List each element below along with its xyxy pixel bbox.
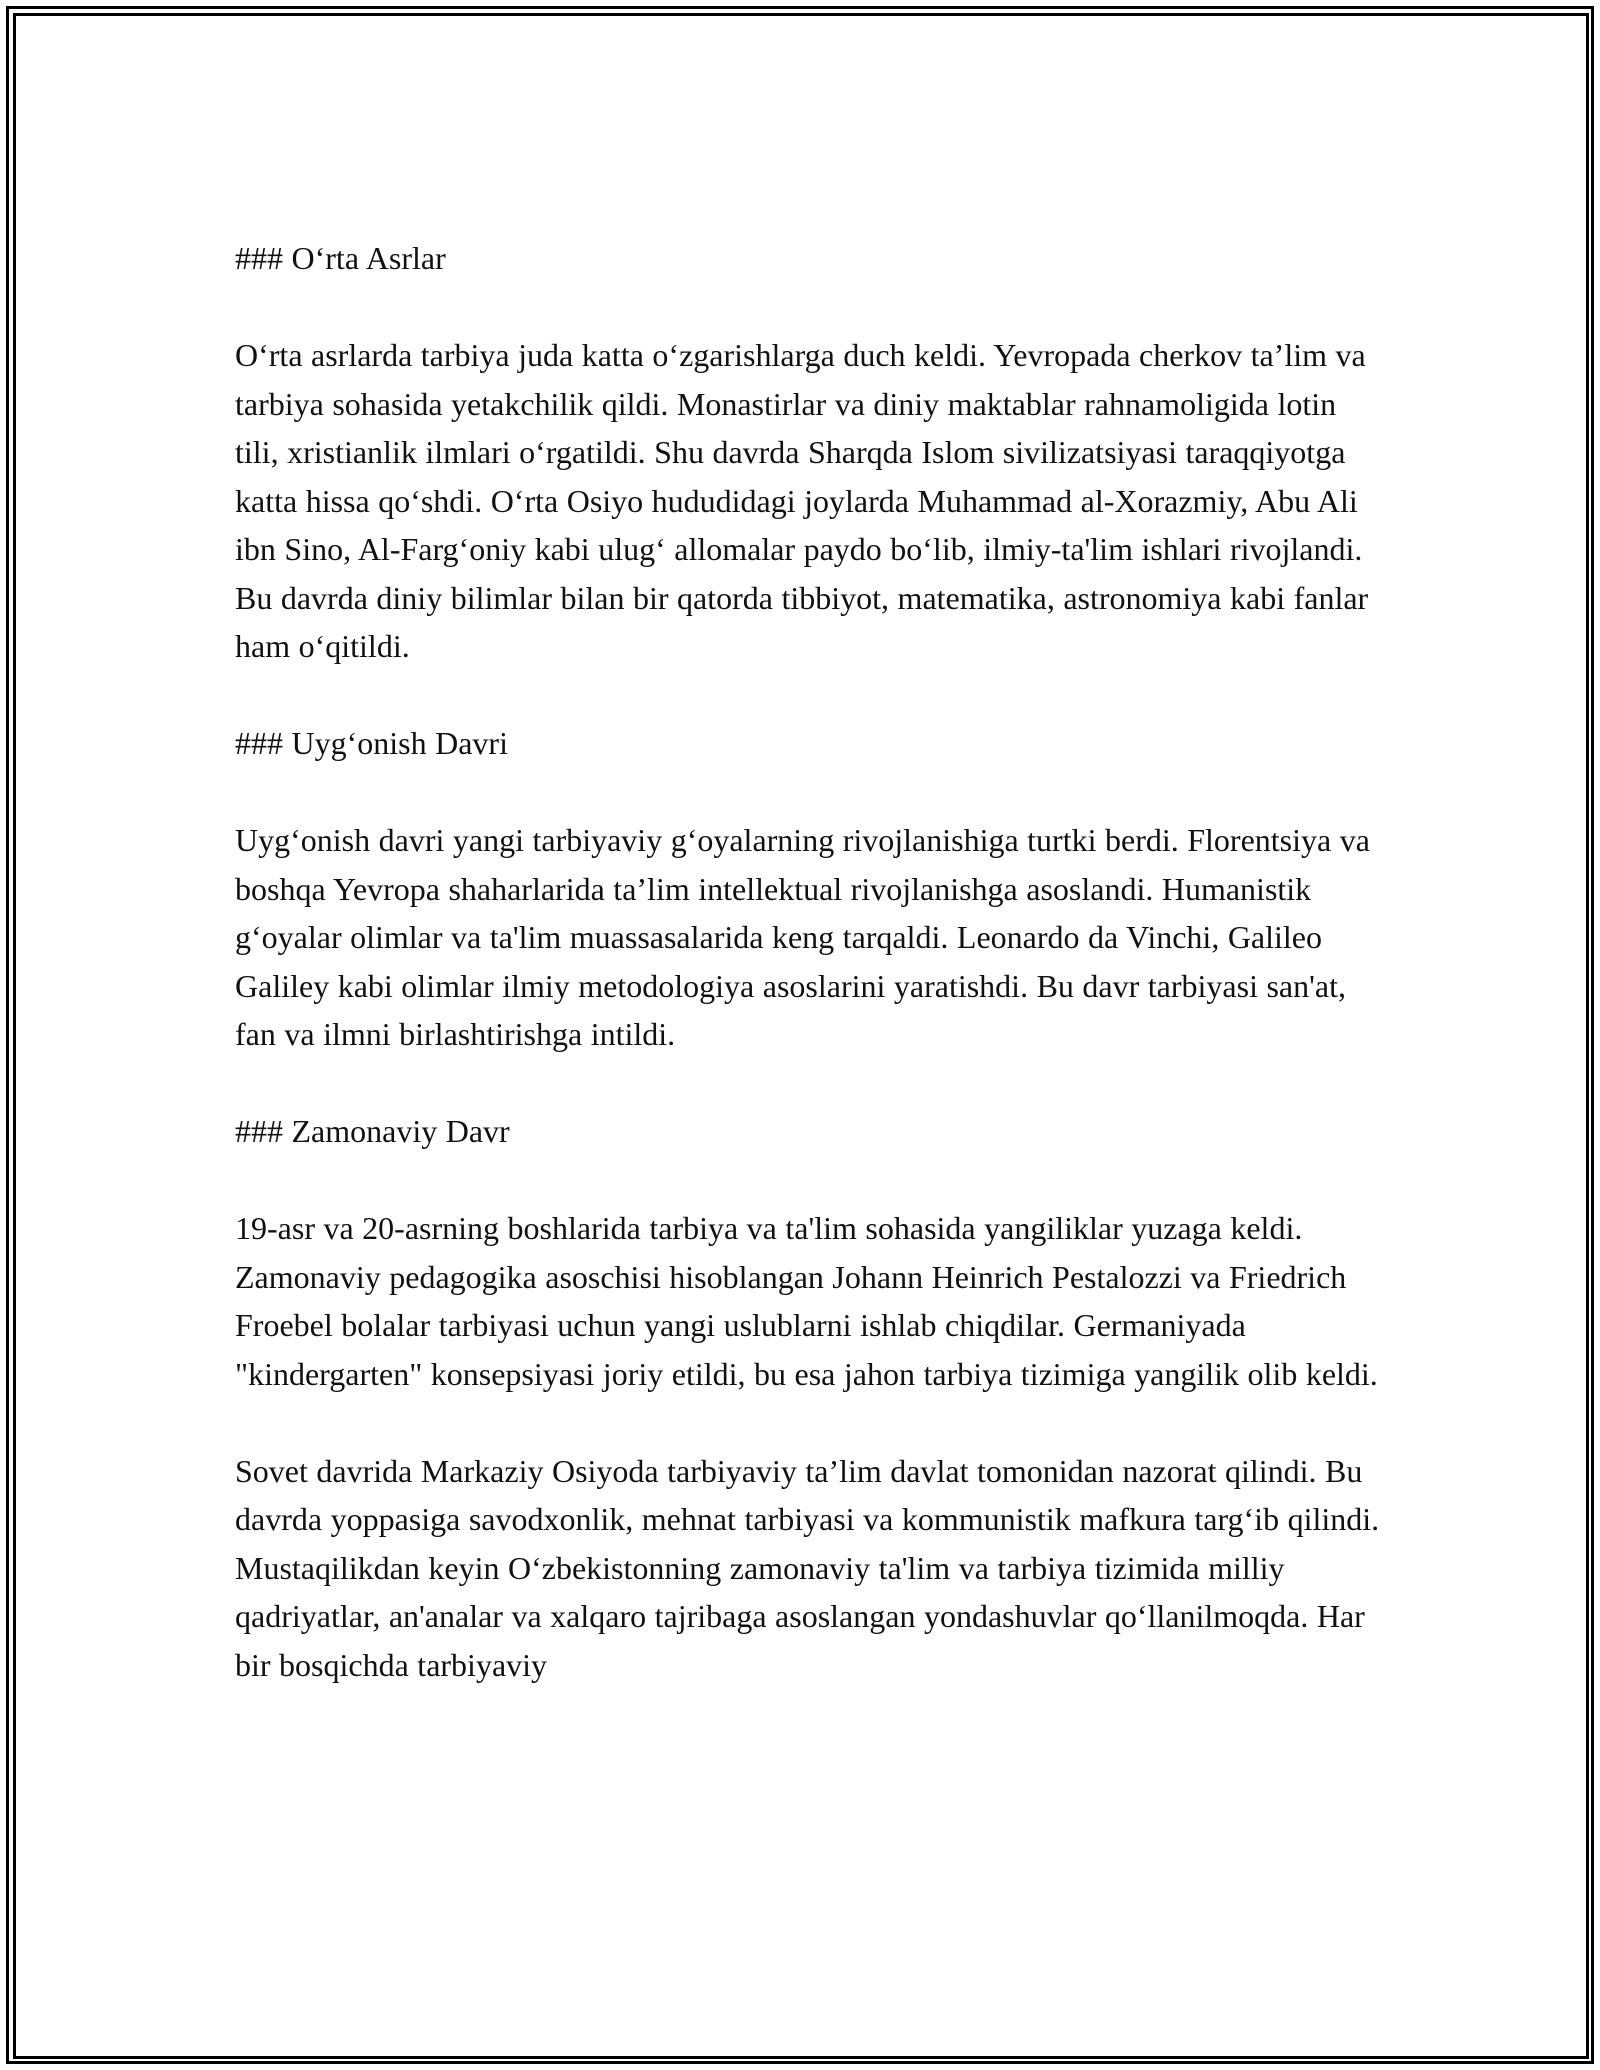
section-heading-uygonish-davri: ### Uyg‘onish Davri [235, 725, 508, 761]
document-body [235, 234, 1380, 1738]
paragraph-orta-asrlar: O‘rta asrlarda tarbiya juda katta o‘zgarishlarga duch keldi. Yevropada cherkov ta’lim va tarbiya sohasida yetakchilik qildi. Monastirlar va diniy maktablar rahnamoligida lotin tili, xristianlik ilmlari o‘rgatildi. Shu davrda Sharqda Islom sivilizatsiyasi taraqqiyotga katta hissa qo‘shdi. O‘rta Osiyo hududidagi joylarda Muhammad al-Xorazmiy, Abu Ali ibn Sino, Al-Farg‘oniy kabi ulug‘ allomalar paydo bo‘lib, ilmiy-ta'lim ishlari rivojlandi. Bu davrda diniy bilimlar bilan bir qatorda tibbiyot, matematika, astronomiya kabi fanlar ham o‘qitildi. [235, 337, 1369, 664]
paragraph-zamonaviy-davr-1: 19-asr va 20-asrning boshlarida tarbiya va ta'lim sohasida yangiliklar yuzaga keldi. Zamonaviy pedagogika asoschisi hisoblangan Johann Heinrich Pestalozzi va Friedrich Froebel bolalar tarbiyasi uchun yangi uslublarni ishlab chiqdilar. Germaniyada "kindergarten" konsepsiyasi joriy etildi, bu esa jahon tarbiya tizimiga yangilik olib keldi. [235, 1210, 1378, 1392]
paragraph-zamonaviy-davr-2: Sovet davrida Markaziy Osiyoda tarbiyaviy ta’lim davlat tomonidan nazorat qilindi. Bu davrda yoppasiga savodxonlik, mehnat tarbiyasi va kommunistik mafkura targ‘ib qilindi. Mustaqilikdan keyin O‘zbekistonning zamonaviy ta'lim va tarbiya tizimida milliy qadriyatlar, an'analar va xalqaro tajribaga asoslangan yondashuvlar qo‘llanilmoqda. Har bir bosqichda tarbiyaviy [235, 1452, 1380, 1683]
section-heading-zamonaviy-davr: ### Zamonaviy Davr [235, 1113, 510, 1149]
paragraph-uygonish-davri: Uyg‘onish davri yangi tarbiyaviy g‘oyalarning rivojlanishiga turtki berdi. Florentsiya va boshqa Yevropa shaharlarida ta’lim intellektual rivojlanishga asoslandi. Humanistik g‘oyalar olimlar va ta'lim muassasalarida keng tarqaldi. Leonardo da Vinchi, Galileo Galiley kabi olimlar ilmiy metodologiya asoslarini yaratishdi. Bu davr tarbiyasi san'at, fan va ilmni birlashtirishga intildi. [235, 822, 1370, 1052]
section-heading-orta-asrlar: ### O‘rta Asrlar [235, 240, 446, 276]
